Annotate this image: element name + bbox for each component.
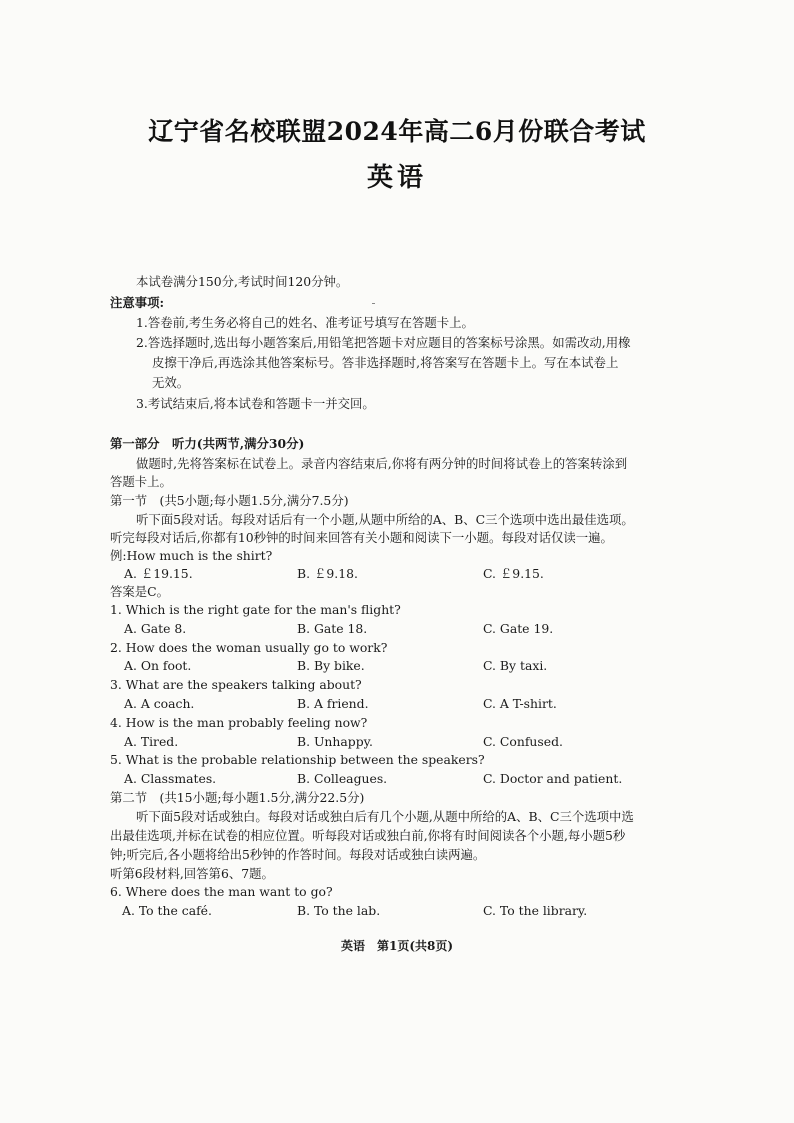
- question-3-option-a: A. A coach.: [124, 696, 195, 711]
- question-3: 3. What are the speakers talking about?: [110, 677, 362, 692]
- notice-item-2-cont: 皮擦干净后,再选涂其他答案标号。答非选择题时,将答案写在答题卡上。写在本试卷上: [152, 355, 619, 370]
- question-1-option-c: C. Gate 19.: [483, 621, 554, 636]
- question-2-option-b: B. By bike.: [297, 658, 365, 673]
- example-answer: 答案是C。: [110, 584, 170, 599]
- section1-desc-cont: 听完每段对话后,你都有10秒钟的时间来回答有关小题和阅读下一小题。每段对话仅读一遍。: [110, 530, 613, 545]
- section1-desc: 听下面5段对话。每段对话后有一个小题,从题中所给的A、B、C三个选项中选出最佳选项。: [136, 512, 634, 527]
- question-6-option-b: B. To the lab.: [297, 903, 381, 918]
- part1-heading: 第一部分 听力(共两节,满分30分): [110, 436, 305, 451]
- exam-title: 辽宁省名校联盟2024年高二6月份联合考试: [148, 117, 646, 146]
- example-option-b: B. ￡9.18.: [297, 566, 358, 581]
- intro-text: 本试卷满分150分,考试时间120分钟。: [136, 274, 349, 289]
- question-2-option-a: A. On foot.: [124, 658, 192, 673]
- section2-desc-cont: 出最佳选项,并标在试卷的相应位置。听每段对话或独白前,你将有时间阅读各个小题,每小题5秒: [110, 828, 626, 843]
- question-5-option-b: B. Colleagues.: [297, 771, 388, 786]
- question-4-option-b: B. Unhappy.: [297, 734, 373, 749]
- question-3-option-b: B. A friend.: [297, 696, 369, 711]
- notice-heading: 注意事项:: [110, 295, 165, 310]
- question-3-option-c: C. A T-shirt.: [483, 696, 557, 711]
- example-option-a: A. ￡19.15.: [124, 566, 193, 581]
- question-5-option-c: C. Doctor and patient.: [483, 771, 623, 786]
- notice-item-1: 1.答卷前,考生务必将自己的姓名、准考证号填写在答题卡上。: [136, 315, 474, 330]
- question-1: 1. Which is the right gate for the man's flight?: [110, 602, 401, 617]
- subject-title: 英语: [366, 163, 427, 193]
- example-option-c: C. ￡9.15.: [483, 566, 544, 581]
- question-2: 2. How does the woman usually go to work?: [110, 640, 388, 655]
- part1-desc: 做题时,先将答案标在试卷上。录音内容结束后,你将有两分钟的时间将试卷上的答案转涂到: [136, 456, 628, 471]
- notice-item-3: 3.考试结束后,将本试卷和答题卡一并交回。: [136, 396, 375, 411]
- example-question: 例:How much is the shirt?: [110, 548, 273, 563]
- notice-item-2: 2.答选择题时,选出每小题答案后,用铅笔把答题卡对应题目的答案标号涂黑。如需改动,用橡: [136, 335, 631, 350]
- question-2-option-c: C. By taxi.: [483, 658, 548, 673]
- question-1-option-b: B. Gate 18.: [297, 621, 368, 636]
- notice-item-2-end: 无效。: [152, 375, 190, 390]
- question-6-option-c: C. To the library.: [483, 903, 588, 918]
- question-1-option-a: A. Gate 8.: [124, 621, 187, 636]
- question-5: 5. What is the probable relationship between the speakers?: [110, 752, 485, 767]
- question-6: 6. Where does the man want to go?: [110, 884, 333, 899]
- question-4: 4. How is the man probably feeling now?: [110, 715, 368, 730]
- scan-speck: [372, 303, 375, 304]
- question-4-option-c: C. Confused.: [483, 734, 563, 749]
- section2-desc-end: 钟;听完后,各小题将给出5秒钟的作答时间。每段对话或独白读两遍。: [110, 847, 486, 862]
- material-6-instruction: 听第6段材料,回答第6、7题。: [110, 866, 274, 881]
- page-footer: 英语 第1页(共8页): [340, 939, 454, 953]
- part1-desc-cont: 答题卡上。: [110, 474, 172, 489]
- question-6-option-a: A. To the café.: [122, 903, 212, 918]
- section2-heading: 第二节 (共15小题;每小题1.5分,满分22.5分): [110, 790, 365, 805]
- section2-desc: 听下面5段对话或独白。每段对话或独白后有几个小题,从题中所给的A、B、C三个选项中选: [136, 809, 634, 824]
- question-5-option-a: A. Classmates.: [124, 771, 217, 786]
- section1-heading: 第一节 (共5小题;每小题1.5分,满分7.5分): [110, 493, 349, 508]
- question-4-option-a: A. Tired.: [124, 734, 179, 749]
